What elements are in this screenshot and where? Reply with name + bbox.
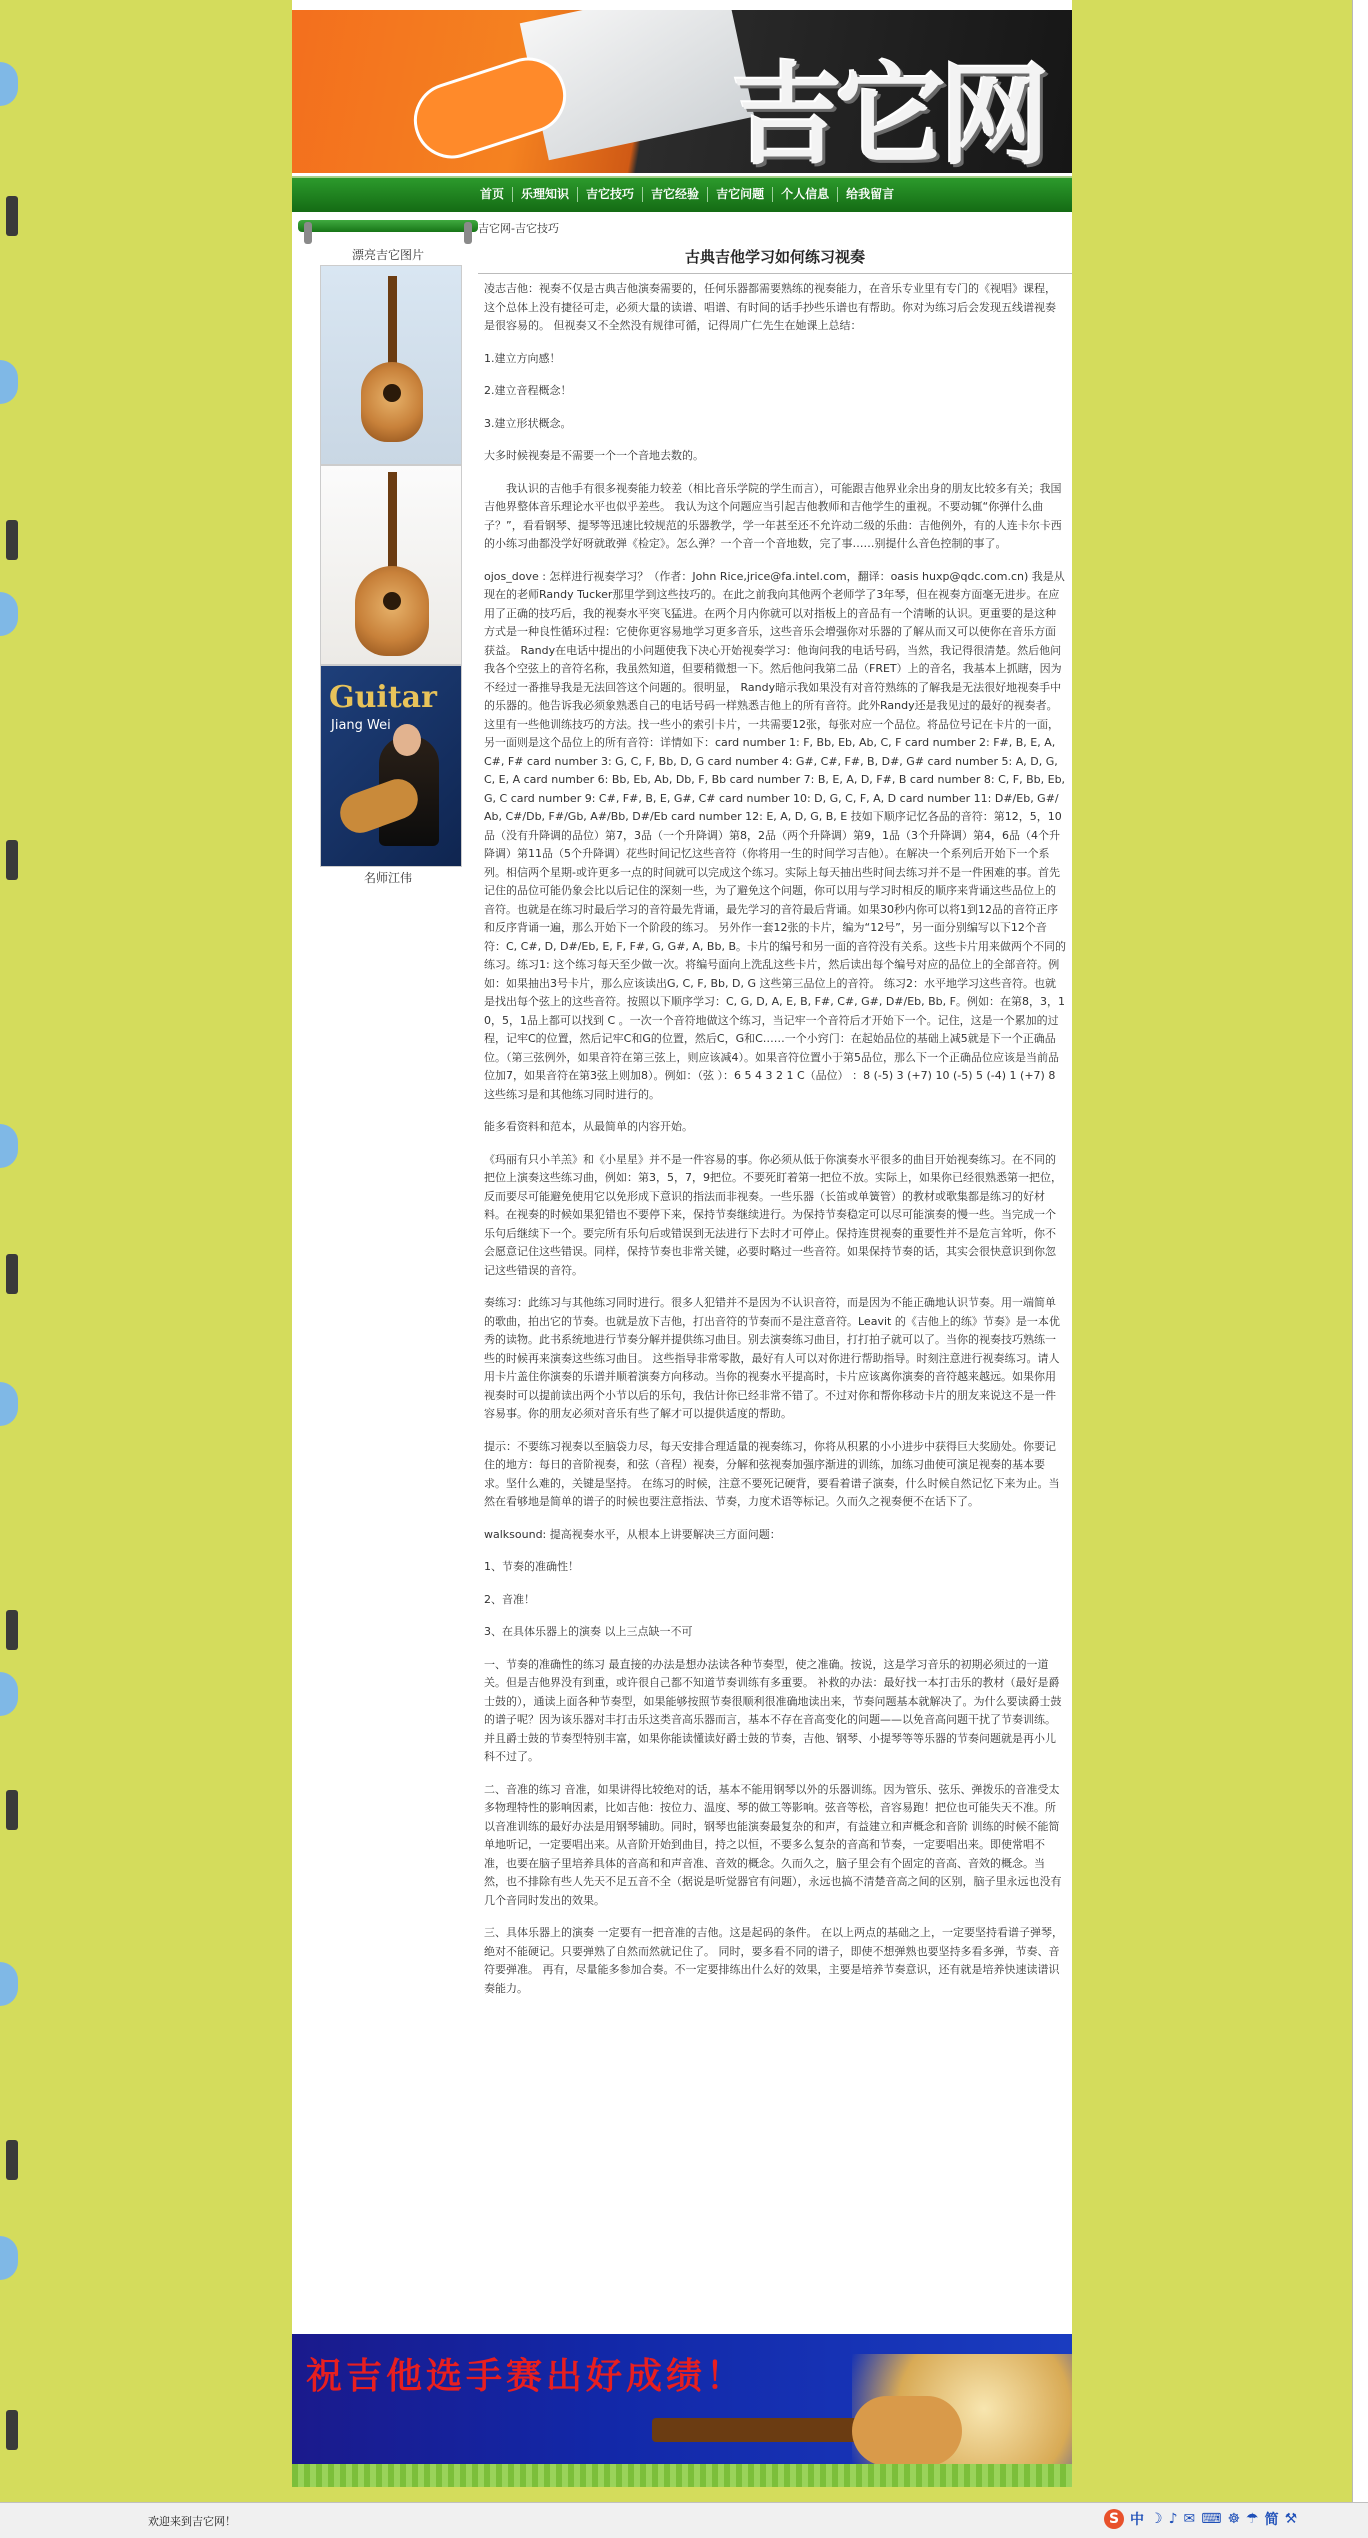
- article-paragraph: 提示：不要练习视奏以至脑袋力尽，每天安排合理适量的视奏练习，你将从积累的小小进步中获得巨大奖励处。你要记住的地方：每日的音阶视奏，和弦（音程）视奏，分解和弦视奏加强序渐进的训练，加练习曲使可演足视奏的基本要求。坚什么难的，关键是坚持。 在练习的时候，注意不要死记硬背，要看着谱子演奏，什么时候自然记忆下来为止。当然在看够地是简单的谱子的时候也要注意指法、节奏，力度术语等标记。久而久之视奏便不在话下了。: [484, 1439, 1060, 1508]
- ime-keyboard-icon[interactable]: ⌨: [1201, 2511, 1222, 2527]
- article-paragraph: 2、音准！: [484, 1592, 535, 1606]
- header-banner: [292, 10, 1072, 173]
- left-margin-blob: [0, 1962, 18, 2006]
- left-margin-blob: [0, 2236, 18, 2280]
- ime-tools-icon[interactable]: ⚒: [1284, 2511, 1298, 2527]
- article-paragraph: walksound: 提高视奏水平，从根本上讲要解决三方面问题：: [484, 1527, 781, 1541]
- main-navbar: [292, 176, 1072, 212]
- nav-items: [472, 187, 902, 202]
- album-title: Guitar: [329, 680, 437, 715]
- article-paragraph: 奏练习：此练习与其他练习同时进行。很多人犯错并不是因为不认识音符，而是因为不能正确地认识节奏。用一端简单的歌曲，拍出它的节奏。也就是放下吉他，打出音符的节奏而不是注意音符。Leavit 的《吉他上的练》节奏》是一本优秀的读物。此书系统地进行节奏分解并提供练习曲目。别去演奏练习曲目，打打拍子就可以了。当你的视奏技巧熟练一些的时候再来演奏这些练习曲目。 这些指导非常零散，最好有人可以对你进行帮助指导。时刻注意进行视奏练习。请人用卡片盖住你演奏的乐谱并顺着演奏方向移动。当你的视奏水平提高时，卡片应该离你演奏的音符越来越远。如果你用视奏时可以提前读出两个小节以后的乐句，我估计你已经非常不错了。不过对你和帮你移动卡片的朋友来说这不是一件容易事。你的朋友必须对音乐有些了解才可以提供适度的帮助。: [484, 1296, 1060, 1420]
- article-paragraph: 大多时候视奏是不需要一个一个音地去数的。: [484, 449, 704, 462]
- ime-mic-icon[interactable]: ✉: [1183, 2511, 1196, 2527]
- pin-icon: [304, 222, 312, 244]
- guitar-photo-2[interactable]: [320, 465, 462, 665]
- article-paragraph: 2.建立音程概念！: [484, 384, 572, 397]
- article-paragraph: 我认识的吉他手有很多视奏能力较差（相比音乐学院的学生而言），可能跟吉他界业余出身的朋友比较多有关；我国吉他界整体音乐理论水平也似乎差些。 我认为这个问题应当引起吉他教师和吉他学生的重视。不要动辄“你弹什么曲子？”，看看钢琴、提琴等迅速比较规范的乐器教学，学一年甚至还不允许动二级的乐曲：吉他例外，有的人连卡尔卡西的小练习曲都没学好呀就敢弹《检定》。怎么弹？一个音一个音地数，完了事……别提什么音色控制的事了。: [484, 481, 1062, 550]
- left-margin-blob: [0, 62, 18, 106]
- left-margin-tab: [6, 2140, 18, 2180]
- left-margin-tab: [6, 196, 18, 236]
- sogou-icon[interactable]: S: [1104, 2509, 1124, 2529]
- status-text: 欢迎来到吉它网！: [148, 2515, 236, 2528]
- ime-punctuation-icon[interactable]: ♪: [1168, 2511, 1178, 2527]
- article-paragraph: 三、具体乐器上的演奏 一定要有一把音准的吉他。这是起码的条件。 在以上两点的基础之上，一定要坚持看谱子弹琴，绝对不能硬记。只要弹熟了自然而然就记住了。 同时，要多看不同的谱子，即使不想弹熟也要坚持多看多弹，节奏、音符要弹准。 再有，尽量能多参加合奏。不一定要排练出什么好的效果，主要是培养节奏意识，还有就是培养快速读谱识奏能力。: [484, 1926, 1063, 1995]
- left-margin-tab: [6, 1610, 18, 1650]
- guitar-soundhole-shape: [383, 592, 401, 610]
- left-margin-tab: [6, 1254, 18, 1294]
- ime-toolbar: [1104, 2509, 1297, 2529]
- guitar-body-shape: [361, 362, 423, 442]
- article-title: 古典吉他学习如何练习视奏: [478, 246, 1072, 274]
- nav-item-experience[interactable]: 吉它经验: [642, 187, 707, 202]
- article-paragraph: ojos_dove : 怎样进行视奏学习？（作者：John Rice,jrice@fa.intel.com，翻译：oasis huxp@qdc.com.cn) 我是从现在的老师Randy Tucker那里学到这些技巧的。在此之前我向其他两个老师学了3年琴，但在视奏方面毫无进步。在应用了正确的技巧后，我的视奏水平突飞猛进。在两个月内你就可以对指板上的音品有一个清晰的认识。更重要的是这种方式是一种良性循环过程：它使你更容易地学习更多音乐，这些音乐会增强你对乐器的了解从而又可以使你在音乐方面获益。 Randy在电话中提出的小问题使我下决心开始视奏学习：他询问我的电话号码，当然，我记得很清楚。然后他问我各个空弦上的音符名称，我虽然知道，但要稍微想一下。然后他问我第二品（FRET）上的音名，我基本上抓瞎，因为不经过一番推导我是无法回答这个问题的。很明显， Randy暗示我如果没有对音符熟练的了解我是无法很好地视奏手中的乐器的。他告诉我必须象熟悉自己的电话号码一样熟悉吉他上的所有音符。此外Randy还是我见过的最好的视奏者。这里有一些他训练技巧的方法。找一些小的索引卡片，一共需要12张，每张对应一个品位。将品位号记在卡片的一面，另一面则是这个品位上的所有音符：详情如下：card number 1: F, Bb, Eb, Ab, C, F card number 2: F#, B, E, A, C#, F# card number 3: G, C, F, Bb, D, G card number 4: G#, C#, F#, B, D#, G# card number 5: A, D, G, C, E, A card number 6: Bb, Eb, Ab, Db, F, Bb card number 7: B, E, A, D, F#, B card number 8: C, F, Bb, Eb, G, C card number 9: C#, F#, B, E, G#, C# card number 10: D, G, C, F, A, D card number 11: D#/Eb, G#/Ab, C#/Db, F#/Gb, A#/Bb, D#/Eb card number 12: E, A, D, G, B, E 技如下顺序记忆各品的音符：第12，5，10品（没有升降调的品位）第7，3品（一个升降调）第8，2品（两个升降调）第9，1品（3个升降调）第4，6品（4个升降调）第11品（5个升降调）花些时间记忆这些音符（你将用一生的时间学习吉他）。在解决一个系列后开始下一个系列。相信两个星期-或许更多一点的时间就可以完成这个练习。实际上每天抽出些时间去练习并不是一件困难的事。首先记住的品位可能仍象会比以后记住的深刻一些，为了避免这个问题，你可以用与学习时相反的顺序来背诵这些品位上的音符。也就是在练习时最后学习的音符最先背诵，最先学习的音符最后背诵。如果30秒内你可以将1到12品的音符正序和反序背诵一遍，那么开始下一个阶段的练习。 另外作一套12张的卡片，编为“12号”，另一面分别编写以下12个音符：C, C#, D, D#/Eb, E, F, F#, G, G#, A, Bb, B。卡片的编号和另一面的音符没有关系。这些卡片用来做两个不同的练习。练习1: 这个练习每天至少做一次。将编号面向上洗乱这些卡片，然后读出每个编号对应的品位上的全部音符。例如：如果抽出3号卡片，那么应该读出G, C, F, Bb, D, G 这些第三品位上的音符。 练习2：水平地学习这些音符。也就是找出每个弦上的这些音符。按照以下顺序学习：C, G, D, A, E, B, F#, C#, G#, D#/Eb, Bb, F。例如：在第8，3，10，5，1品上都可以找到 C 。一次一个音符地做这个练习，当记牢一个音符后才开始下一个。记住，这是一个累加的过程，记牢C的位置，然后记牢C和G的位置，然后C，G和C……一个小窍门：在起始品位的基础上减5就是下一个正确品位。（第三弦例外，如果音符在第三弦上，则应该减4）。如果音符位置小于第5品位，那么下一个正确品位应该是当前品位加7，如果音符在第3弦上则加8）。例如：（弦 ）：6 5 4 3 2 1 C（品位） ：8 (-5) 3 (+7) 10 (-5) 5 (-4) 1 (+7) 8 这些练习是和其他练习同时进行的。: [484, 569, 1066, 1101]
- left-margin-blob: [0, 1124, 18, 1168]
- article-paragraph: 一、节奏的准确性的练习 最直接的办法是想办法读各种节奏型，使之准确。按说，这是学习音乐的初期必须过的一道关。但是吉他界没有到重，或许很自己都不知道节奏训练有多重要。 补救的办法：最好找一本打击乐的教材（最好是爵士鼓的），通读上面各种节奏型，如果能够按照节奏很顺利很准确地读出来，节奏问题基本就解决了。为什么要读爵士鼓的谱子呢？因为该乐器对丰打击乐这类音高乐器而言，基本不存在音高变化的问题——以免音高问题干扰了节奏训练。并且爵士鼓的节奏型特别丰富，如果你能读懂读好爵士鼓的节奏，吉他、钢琴、小提琴等等乐器的节奏问题就是再小儿科不过了。: [484, 1657, 1062, 1763]
- left-margin-tab: [6, 1790, 18, 1830]
- nav-item-home[interactable]: 首页: [480, 187, 505, 201]
- footer-guitar-body-graphic: [852, 2396, 962, 2464]
- footer-banner: [292, 2334, 1072, 2464]
- main-content: [478, 220, 1072, 2012]
- left-margin-blob: [0, 592, 18, 636]
- guitar-body-shape: [355, 566, 429, 656]
- article-paragraph: 1.建立方向感！: [484, 351, 561, 365]
- ime-shirt-icon[interactable]: ☂: [1246, 2511, 1259, 2527]
- ime-simplified-icon[interactable]: 简: [1264, 2512, 1279, 2528]
- left-margin-blob: [0, 360, 18, 404]
- nav-item-profile[interactable]: 个人信息: [772, 187, 837, 202]
- album-artist: Jiang Wei: [331, 718, 391, 733]
- breadcrumb[interactable]: 吉它网-吉它技巧: [478, 222, 559, 235]
- article-paragraph: 能多看资料和范本，从最简单的内容开始。: [484, 1120, 693, 1133]
- album-cover-photo[interactable]: [320, 665, 462, 867]
- article-paragraph: 3、在具体乐器上的演奏 以上三点缺一不可: [484, 1625, 693, 1638]
- nav-item-questions[interactable]: 吉它问题: [707, 187, 772, 202]
- article-paragraph: 3.建立形状概念。: [484, 416, 572, 430]
- guitar-soundhole-shape: [383, 384, 401, 402]
- article-paragraph: 二、音准的练习 音准，如果讲得比较绝对的话，基本不能用钢琴以外的乐器训练。因为管乐、弦乐、弹拨乐的音准受太多物理特性的影响因素，比如吉他：按位力、温度、琴的做工等影响。弦音等松，音容易跑！把位也可能失天不准。所以音准训练的最好办法是用钢琴辅助。同时，钢琴也能演奏最复杂的和声，有益建立和声概念和音阶 训练的时候不能简单地听记，一定要唱出来。从音阶开始到曲目，持之以恒，不要多么复杂的音高和节奏，一定要唱出来。即使常唱不准，也要在脑子里培养具体的音高和和声音准、音效的概念。久而久之，脑子里会有个固定的音高、音效的概念。当然，也不排除有些人先天不足五音不全（据说是听觉器官有问题），永远也搞不清楚音高之间的区别，脑子里永远也没有几个音同时发出的效果。: [484, 1782, 1062, 1907]
- site-logo-title: 吉它网: [732, 52, 1044, 173]
- article-paragraph: 凌志吉他：视奏不仅是古典吉他演奏需要的，任何乐器都需要熟练的视奏能力，在音乐专业里有专门的《视唱》课程，这个总体上没有捷径可走，必须大量的读谱、唱谱、有时间的话手抄些乐谱也有帮助。你对为练习后会发现五线谱视奏是很容易的。 但视奏又不全然没有规律可循，记得周广仁先生在她课上总结：: [484, 282, 1056, 332]
- ime-moon-icon[interactable]: ☽: [1150, 2511, 1163, 2527]
- ime-chinese-mode-icon[interactable]: 中: [1130, 2512, 1144, 2528]
- left-margin-tab: [6, 840, 18, 880]
- window-right-edge: [1352, 0, 1368, 2537]
- article-paragraph: 1、节奏的准确性！: [484, 1560, 579, 1573]
- footer-slogan: 祝吉他选手赛出好成绩！: [306, 2356, 747, 2397]
- article-paragraph: 《玛丽有只小羊羔》和《小星星》并不是一件容易的事。你必须从低于你演奏水平很多的曲目开始视奏练习。在不同的把位上演奏这些练习曲，例如：第3，5，7，9把位。不要死盯着第一把位不放。实际上，如果你已经很熟悉第一把位，反而要尽可能避免使用它以免形成下意识的指法而非视奏。一些乐器（长笛或单簧管）的教材或歌集都是练习的好材料。在视奏的时候如果犯错也不要停下来，保持节奏继续进行。为保持节奏稳定可以尽可能演奏的慢一些。当完成一个乐句后继续下一个。要完所有乐句后或错误到无法进行下去时才可停止。保持连贯视奏的重要性并不是危言耸听，你不会愿意记住这些错误。同样，保持节奏也非常关键，必要时略过一些音符。如果保持节奏的话，其实会很快意识到你忽记这些错误的音符。: [484, 1152, 1062, 1277]
- sidebar-caption-pictures: 漂亮吉它图片: [351, 248, 424, 262]
- page-container: [292, 0, 1072, 2487]
- album-face-shape: [393, 724, 421, 756]
- left-margin-tab: [6, 520, 18, 560]
- guitar-neck-shape: [388, 472, 397, 572]
- left-margin-blob: [0, 1382, 18, 1426]
- nav-item-guestbook[interactable]: 给我留言: [837, 187, 902, 202]
- sidebar: [298, 220, 478, 886]
- left-margin-blob: [0, 1672, 18, 1716]
- nav-item-theory[interactable]: 乐理知识: [512, 187, 577, 202]
- nav-item-techniques[interactable]: 吉它技巧: [577, 187, 642, 202]
- browser-status-bar: [0, 2502, 1368, 2538]
- guitar-photo-1[interactable]: [320, 265, 462, 465]
- left-margin-tab: [6, 2410, 18, 2450]
- pin-icon: [464, 222, 472, 244]
- footer-strip: [292, 2464, 1072, 2487]
- article-body: [478, 274, 1072, 1998]
- sidebar-header-bar: [298, 220, 478, 232]
- sidebar-caption-teacher: 名师江伟: [363, 871, 412, 885]
- guitar-neck-shape: [388, 276, 397, 366]
- ime-skin-icon[interactable]: ☸: [1227, 2511, 1241, 2527]
